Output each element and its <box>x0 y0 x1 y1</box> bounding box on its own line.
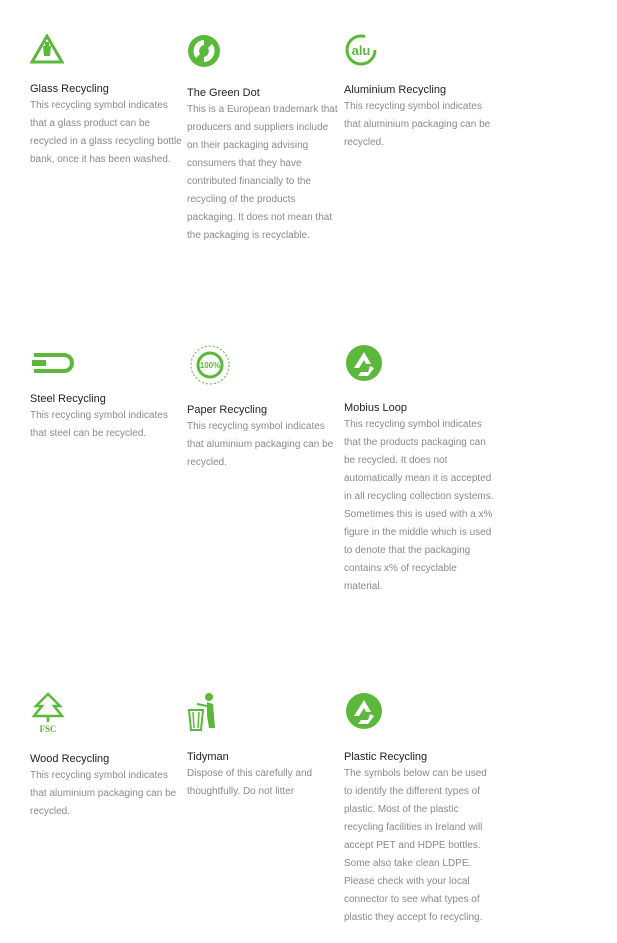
item-description: This recycling symbol indicates that aluminium packaging can be recycled. <box>30 770 177 817</box>
green-dot-icon <box>187 34 221 68</box>
item-description: This recycling symbol indicates that aluminium packaging can be recycled. <box>187 421 334 468</box>
item-description: This recycling symbol indicates that a glass product can be recycled in a glass recycling bottle bank, once it has been washed. <box>30 100 182 165</box>
svg-text:100%: 100% <box>199 361 221 370</box>
item-title: Paper Recycling <box>187 404 268 416</box>
item-description: This recycling symbol indicates that aluminium packaging can be recycled. <box>344 101 491 148</box>
wood-recycling-fsc-icon <box>30 692 66 734</box>
item-title: Steel Recycling <box>30 393 106 405</box>
svg-text:alu: alu <box>351 43 371 58</box>
item-description: The symbols below can be used to identify the different types of plastic. Most of the plastic recycling facilities in Ireland will accept PET and HDPE bottles. Some also take clean LDPE. Please check with your local connector to see what types of plastic they accept fo recycling. <box>344 768 487 923</box>
item-description: This recycling symbol indicates that steel can be recycled. <box>30 410 168 439</box>
item-title: Mobius Loop <box>344 402 407 414</box>
glass-recycling-icon <box>30 34 64 64</box>
mobius-loop-icon <box>344 344 384 382</box>
item-title: Glass Recycling <box>30 83 109 95</box>
paper-recycling-icon <box>187 344 233 386</box>
item-description: Dispose of this carefully and thoughtfully. Do not litter <box>187 768 313 797</box>
item-description: This is a European trademark that producers and suppliers include on their packaging advising consumers that they have contributed financially to the recycling of the products packaging. It does not mean that the packaging is recyclable. <box>187 104 338 241</box>
item-title: Plastic Recycling <box>344 751 428 763</box>
item-title: Aluminium Recycling <box>344 84 447 96</box>
tidyman-icon <box>187 692 221 732</box>
svg-text:FSC: FSC <box>39 724 57 734</box>
steel-recycling-icon <box>30 352 76 374</box>
aluminium-recycling-icon <box>344 34 378 66</box>
item-description: This recycling symbol indicates that the products packaging can be recycled. It does not automatically mean it is accepted in all recycling collection systems. Sometimes this is used with a x% figure in the middle which is used to denote that the packaging contains x% of recyclable material. <box>344 419 494 592</box>
item-title: The Green Dot <box>187 87 260 99</box>
plastic-recycling-icon <box>344 692 384 730</box>
item-title: Tidyman <box>187 751 229 763</box>
item-title: Wood Recycling <box>30 753 110 765</box>
